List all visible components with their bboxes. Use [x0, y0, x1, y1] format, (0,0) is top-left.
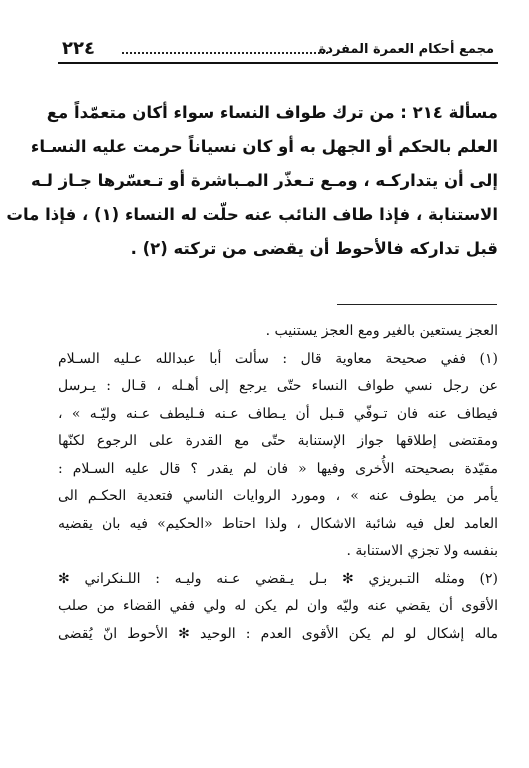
footnote-line: (١) ففي صحيحة معاوية قال : سألت أبا عبدالله عـليه السـلام	[58, 350, 498, 367]
footnote-line: ومقتضى إطلاقها جواز الإستنابة حتّى مع القدرة على الرجوع لكنّها	[58, 433, 498, 449]
main-line: الاستنابة ، فإذا طاف النائب عنه حلّت له النساء (١) ، فإذا مات	[6, 205, 498, 224]
page-number: ٢٢٤	[62, 38, 95, 59]
running-title: مجمع أحكام العمرة المفردة	[318, 42, 494, 57]
footnote-line: يأمر من يطوف عنه » ، ومورد الروايات الناسي فتعدية الحكـم الى	[58, 488, 498, 504]
main-line: مسألة ٢١٤ : من ترك طواف النساء سواء أكان متعمّداً مع	[46, 103, 498, 122]
footnote-line: ماله إشكال لو لم يكن الأقوى العدم : الوحيد ✻ الأحوط انّ يُقضى	[58, 625, 498, 642]
main-paragraph	[6, 96, 498, 266]
footnotes-section	[58, 318, 498, 648]
footnote-line: مقيّدة بصحيحته الأُخرى وفيها « فان لم يقدر ؟ قال عليه السـلام :	[58, 460, 498, 477]
header-dot-leader	[122, 52, 328, 54]
header-rule	[58, 62, 498, 64]
main-line: إلى أن يتداركـه ، ومـع تـعذّر المـباشرة أو تـعسّرها جـاز لـه	[31, 171, 498, 190]
footnote-line: الأقوى أن يقضي عنه وليّه وان لم يكن له ولي ففي القضاء من صلب	[58, 598, 498, 614]
main-line: قبل تداركه فالأحوط أن يقضى من تركته (٢) .	[130, 239, 498, 258]
footnote-divider	[337, 304, 497, 305]
footnote-line: عن رجل نسي طواف النساء حتّى يرجع إلى أهـله ، قـال : يـرسل	[58, 378, 498, 394]
footnote-line: العامد لعل فيه شائبة الاشكال ، ولذا احتاط «الحكيم» فيه بان يقضيه	[58, 515, 498, 532]
footnote-line: العجز يستعين بالغير ومع العجز يستنيب .	[265, 323, 498, 339]
footnote-line: (٢) ومثله التـبريزي ✻ بـل يـقضي عـنه وليـه : اللـنكراني ✻	[58, 570, 498, 587]
main-line: العلم بالحكم أو الجهل به أو كان نسياناً حرمت عليه النسـاء	[30, 137, 498, 156]
footnote-line: فيطاف عنه فان تـوفّي قـبل أن يـطاف عـنه فـليطف عـنه وليّـه » ،	[58, 405, 498, 422]
page-header	[58, 34, 498, 64]
footnote-line: بنفسه ولا تجزي الاستنابة .	[346, 543, 498, 559]
